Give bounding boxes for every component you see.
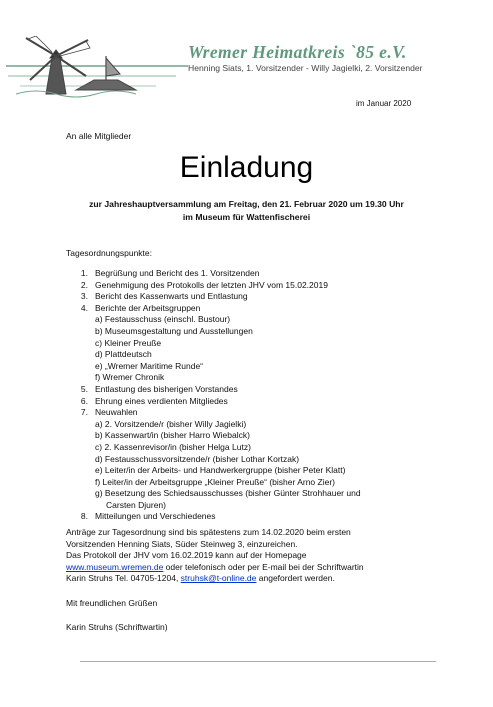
agenda-subitem: b) Kassenwart/in (bisher Harro Wiebalck) (95, 430, 250, 441)
footer-line: Anträge zur Tagesordnung sind bis spätestens zum 14.02.2020 beim ersten (66, 527, 351, 537)
agenda-subitem: a) 2. Vorsitzende/r (bisher Willy Jagielki) (95, 418, 247, 429)
website-link[interactable]: www.museum.wremen.de (66, 561, 164, 572)
contact-phone-text: Karin Struhs Tel. 04705-1204, (66, 573, 181, 584)
agenda-item: 3. Bericht des Kassenwarts und Entlastung (80, 291, 248, 302)
agenda-item-text: Bericht des Kassenwarts und Entlastung (95, 291, 248, 302)
agenda-subitem-continuation: Carsten Djuren) (106, 499, 166, 510)
agenda-subitem: c) 2. Kassenrevisor/in (bisher Helga Lutz) (95, 441, 251, 452)
agenda-item-text: Ehrung eines verdienten Mitgliedes (95, 395, 228, 406)
meeting-subtitle: zur Jahreshauptversammlung am Freitag, den 21. Februar 2020 um 19.30 Uhr (89, 199, 404, 209)
agenda-item: 4. Berichte der Arbeitsgruppen (80, 302, 201, 313)
agenda-item-text: Entlastung des bisherigen Vorstandes (95, 383, 238, 394)
agenda-subitem: d) Festausschussvorsitzende/r (bisher Lothar Kortzak) (95, 453, 300, 464)
agenda-subitem: g) Besetzung des Schiedsausschusses (bisher Günter Strohhauer und (95, 488, 361, 499)
salutation: An alle Mitglieder (66, 131, 132, 141)
agenda-subitem: f) Wremer Chronik (95, 372, 165, 383)
footer-line: Vorsitzenden Henning Siats, Süder Steinweg 3, einzureichen. (66, 538, 298, 549)
agenda-subitem: b) Museumsgestaltung und Ausstellungen (95, 325, 253, 336)
agenda-item: 7. Neuwahlen (80, 407, 138, 418)
agenda-subitem: f) Leiter/in der Arbeitsgruppe „Kleiner Preuße“ (bisher Arno Zier) (95, 476, 335, 487)
meeting-location: im Museum für Wattenfischerei (182, 212, 311, 222)
footer-line (66, 562, 364, 574)
footer-line-text: angefordert werden. (256, 573, 335, 584)
agenda-item-text: Berichte der Arbeitsgruppen (95, 302, 201, 313)
agenda-subitem: e) Leiter/in der Arbeits- und Handwerkergruppe (bisher Peter Klatt) (95, 465, 346, 476)
agenda-item-text: Genehmigung des Protokolls der letzten JHV vom 15.02.2019 (95, 279, 328, 290)
agenda-subitem: c) Kleiner Preuße (95, 337, 162, 348)
agenda-list (66, 268, 361, 523)
agenda-item: 2. Genehmigung des Protokolls der letzten JHV vom 15.02.2019 (80, 279, 328, 290)
page-title: Einladung (179, 151, 314, 184)
agenda-item: 8. Mitteilungen und Verschiedenes (80, 511, 216, 522)
windmill-logo-icon (6, 36, 188, 98)
agenda-label: Tagesordnungspunkte: (66, 248, 153, 258)
footer-line-text: oder telefonisch oder per E-mail bei der Schriftwartin (163, 561, 364, 572)
footer-notes (66, 527, 364, 585)
email-link[interactable]: struhsk@t-online.de (180, 573, 257, 584)
organization-name: Wremer Heimatkreis `85 e.V. (188, 42, 407, 62)
footer-line: Das Protokoll der JHV vom 16.02.2019 kann auf der Homepage (66, 550, 307, 561)
closing-greeting: Mit freundlichen Grüßen (66, 598, 158, 608)
agenda-subitem: e) „Wremer Maritime Runde“ (95, 360, 204, 371)
signature: Karin Struhs (Schriftwartin) (66, 622, 168, 632)
agenda-item-text: Neuwahlen (95, 407, 138, 418)
letter-date: im Januar 2020 (356, 99, 412, 108)
agenda-item-text: Begrüßung und Bericht des 1. Vorsitzenden (95, 268, 260, 278)
footer-line (66, 573, 364, 585)
agenda-subitem: a) Festausschuss (einschl. Bustour) (95, 314, 231, 325)
board-members-line: Henning Siats, 1. Vorsitzender - Willy Jagielki, 2. Vorsitzender (188, 63, 423, 73)
agenda-item: 1. Begrüßung und Bericht des 1. Vorsitzenden (80, 268, 260, 278)
footer-divider (80, 661, 436, 662)
agenda-item: 5. Entlastung des bisherigen Vorstandes (80, 383, 238, 394)
agenda-item: 6. Ehrung eines verdienten Mitgliedes (80, 395, 228, 406)
agenda-item-text: Mitteilungen und Verschiedenes (95, 511, 216, 522)
agenda-subitem: d) Plattdeutsch (95, 349, 152, 360)
